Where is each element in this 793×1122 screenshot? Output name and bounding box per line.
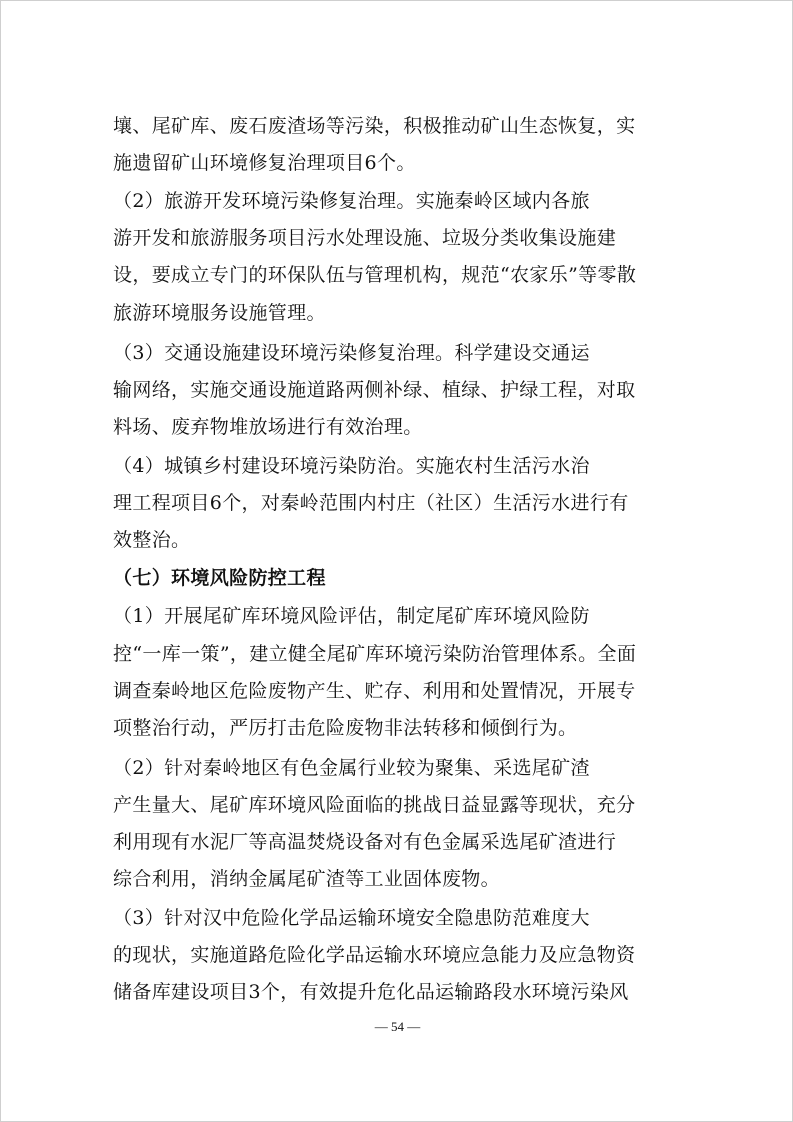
body-text-line: 设，要成立专门的环保队伍与管理机构，规范“农家乐”等零散 (113, 264, 637, 286)
body-text-line: 调查秦岭地区危险废物产生、贮存、利用和处置情况，开展专 (113, 680, 636, 702)
body-text-line: 理工程项目6个，对秦岭范围内村庄（社区）生活污水进行有 (113, 492, 629, 514)
body-text-line: 效整治。 (113, 529, 191, 551)
body-text-line: 控“一库一策”，建立健全尾矿库环境污染防治管理体系。全面 (113, 643, 637, 665)
paragraph-first-line: （3）针对汉中危险化学品运输环境安全隐患防范难度大 (113, 907, 590, 929)
body-text-line: 储备库建设项目3个，有效提升危化品运输路段水环境污染风 (113, 981, 629, 1003)
body-text-line: 旅游环境服务设施管理。 (113, 302, 326, 324)
body-text-line: 游开发和旅游服务项目污水处理设施、垃圾分类收集设施建 (113, 227, 617, 249)
section-heading: （七）环境风险防控工程 (113, 567, 326, 589)
body-text-line: 产生量大、尾矿库环境风险面临的挑战日益显露等现状，充分 (113, 794, 636, 816)
body-text-line: 施遗留矿山环境修复治理项目6个。 (113, 152, 416, 174)
body-text-line: 的现状，实施道路危险化学品运输水环境应急能力及应急物资 (113, 944, 636, 966)
paragraph-first-line: （1）开展尾矿库环境风险评估，制定尾矿库环境风险防 (113, 605, 590, 627)
paragraph-first-line: （3）交通设施建设环境污染修复治理。科学建设交通运 (113, 342, 590, 364)
paragraph-first-line: （2）旅游开发环境污染修复治理。实施秦岭区域内各旅 (113, 190, 590, 212)
body-text-line: 料场、废弃物堆放场进行有效治理。 (113, 416, 423, 438)
body-text-line: 利用现有水泥厂等高温焚烧设备对有色金属采选尾矿渣进行 (113, 831, 617, 853)
body-text-line: 综合利用，消纳金属尾矿渣等工业固体废物。 (113, 868, 501, 890)
paragraph-first-line: （4）城镇乡村建设环境污染防治。实施农村生活污水治 (113, 455, 590, 477)
paragraph-first-line: （2）针对秦岭地区有色金属行业较为聚集、采选尾矿渣 (113, 757, 590, 779)
page-number: — 54 — (374, 1019, 421, 1034)
body-text-line: 项整治行动，严厉打击危险废物非法转移和倾倒行为。 (113, 717, 578, 739)
body-text-line: 输网络，实施交通设施道路两侧补绿、植绿、护绿工程，对取 (113, 379, 636, 401)
body-text-line: 壤、尾矿库、废石废渣场等污染，积极推动矿山生态恢复，实 (113, 115, 636, 137)
